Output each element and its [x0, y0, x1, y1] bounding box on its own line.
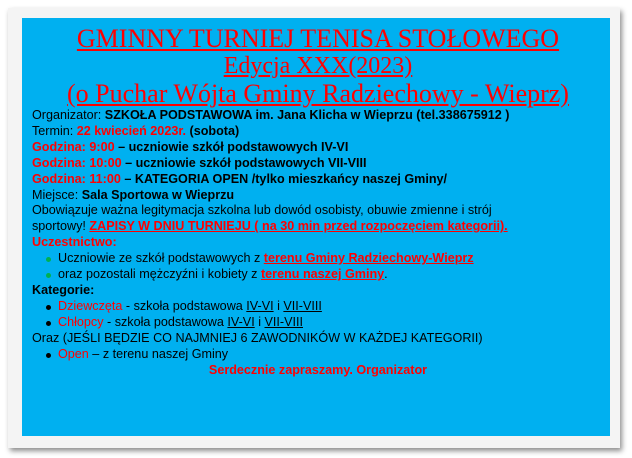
participants-list [32, 251, 604, 283]
organizer-line [32, 108, 604, 124]
participant-end: . [384, 267, 388, 282]
schedule-text: – KATEGORIA OPEN /tylko mieszkańcy naszej Gminy/ [120, 171, 448, 186]
participant-text: oraz pozostali mężczyźni i kobiety z [58, 267, 261, 282]
list-item [58, 267, 604, 283]
schedule-line [32, 156, 604, 172]
place-label: Miejsce: [32, 187, 82, 202]
category-name: Dziewczęta [58, 298, 123, 313]
closing-line: Serdecznie zapraszamy. Organizator [208, 362, 428, 377]
schedule-text: – uczniowie szkół podstawowych VII-VIII [121, 155, 367, 170]
list-item [58, 251, 604, 267]
schedule-time: Godzina: 10:00 [32, 155, 122, 170]
list-item [58, 347, 604, 363]
organizer-label: Organizator: [32, 108, 105, 122]
schedule-time: Godzina: 11:00 [32, 171, 121, 186]
date-suffix: (sobota) [186, 123, 240, 138]
open-list [32, 347, 604, 363]
list-item [58, 315, 604, 331]
participant-area: terenu Gminy Radziechowy-Wieprz [263, 251, 474, 266]
participants-heading: Uczestnictwo: [32, 235, 117, 250]
list-item [58, 299, 604, 315]
date-line [32, 124, 604, 140]
category-text: – z terenu naszej Gminy [88, 346, 229, 361]
requirements-line: Obowiązuje ważna legitymacja szkolna lub dowód osobisty, obuwie zmienne i strój [32, 203, 492, 218]
place-value: Sala Sportowa w Wieprzu [81, 187, 235, 202]
category-text: - szkoła podstawowa [122, 298, 247, 313]
schedule-line [32, 172, 604, 188]
category-and: i [254, 314, 265, 329]
category-grade: IV-VI [246, 298, 274, 313]
category-name: Chłopcy [58, 314, 104, 329]
poster-edition: Edycja XXX(2023) [223, 53, 413, 79]
schedule-line [32, 140, 604, 156]
poster [22, 18, 610, 436]
organizer-value: SZKOŁA PODSTAWOWA im. Jana Klicha w Wieprzu (tel.338675912 ) [104, 108, 510, 122]
categories-heading: Kategorie: [32, 282, 95, 297]
categories-list [32, 299, 604, 331]
date-value: 22 kwiecień 2023r. [76, 123, 187, 138]
poster-subtitle: (o Puchar Wójta Gminy Radziechowy - Wieprz) [67, 79, 569, 108]
poster-title: GMINNY TURNIEJ TENISA STOŁOWEGO [76, 24, 560, 53]
category-grade: IV-VI [227, 314, 255, 329]
requirements-text: sportowy! [32, 219, 90, 234]
category-name: Open [58, 346, 89, 361]
requirements-line [32, 219, 604, 235]
date-label: Termin: [32, 123, 77, 138]
category-grade: VII-VIII [283, 298, 322, 313]
category-grade: VII-VIII [264, 314, 303, 329]
categories-note: Oraz (JEŚLI BĘDZIE CO NAJMNIEJ 6 ZAWODNIKÓW W KAŻDEJ KATEGORII) [32, 330, 483, 345]
signup-note: ZAPISY W DNIU TURNIEJU ( na 30 min przed rozpoczęciem kategorii). [89, 219, 508, 234]
category-and: i [273, 298, 284, 313]
schedule-text: – uczniowie szkół podstawowych IV-VI [114, 139, 349, 154]
schedule-time: Godzina: 9:00 [32, 139, 115, 154]
category-text: - szkoła podstawowa [103, 314, 228, 329]
participant-area: terenu naszej Gminy [260, 267, 385, 282]
participant-text: Uczniowie ze szkół podstawowych z [58, 251, 264, 266]
place-line [32, 188, 604, 204]
